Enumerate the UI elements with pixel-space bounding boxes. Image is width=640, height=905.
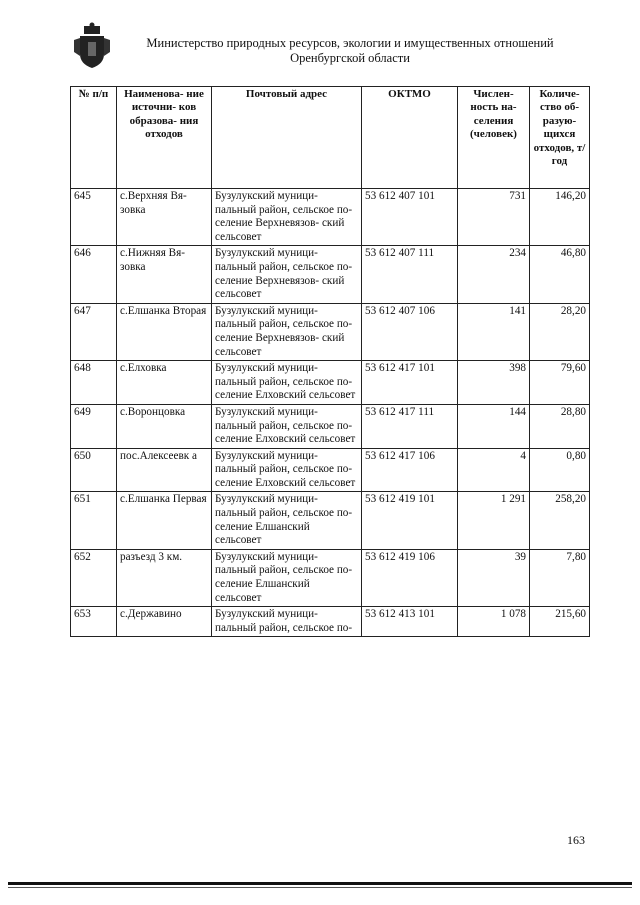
source-name: разъезд 3 км. — [117, 549, 212, 606]
oktmo-code: 53 612 417 106 — [362, 448, 458, 492]
postal-address: Бузулукский муници- пальный район, сельское по- селение Елховский сельсовет — [212, 404, 362, 448]
population-value: 141 — [458, 303, 530, 360]
population-value: 4 — [458, 448, 530, 492]
row-number: 653 — [71, 607, 117, 637]
source-name: с.Верхняя Вя- зовка — [117, 189, 212, 246]
row-number: 651 — [71, 492, 117, 549]
col-header-population: Числен- ность на- селения (человек) — [458, 87, 530, 189]
oktmo-code: 53 612 413 101 — [362, 607, 458, 637]
postal-address: Бузулукский муници- пальный район, сельское по- селение Елшанский сельсовет — [212, 492, 362, 549]
oktmo-code: 53 612 407 101 — [362, 189, 458, 246]
table-row — [71, 448, 590, 492]
population-value: 234 — [458, 246, 530, 303]
page-number: 163 — [567, 833, 585, 847]
row-number: 650 — [71, 448, 117, 492]
population-value: 1 291 — [458, 492, 530, 549]
region-name: Оренбургской области — [290, 51, 410, 65]
waste-value: 258,20 — [530, 492, 590, 549]
postal-address: Бузулукский муници- пальный район, сельское по- селение Елховский сельсовет — [212, 448, 362, 492]
postal-address: Бузулукский муници- пальный район, сельское по- селение Верхневязов- ский сельсовет — [212, 189, 362, 246]
postal-address: Бузулукский муници- пальный район, сельское по- селение Верхневязов- ский сельсовет — [212, 246, 362, 303]
postal-address: Бузулукский муници- пальный район, сельское по- селение Елховский сельсовет — [212, 361, 362, 405]
postal-address: Бузулукский муници- пальный район, сельское по- селение Елшанский сельсовет — [212, 549, 362, 606]
row-number: 645 — [71, 189, 117, 246]
table-row — [71, 404, 590, 448]
source-name: с.Воронцовка — [117, 404, 212, 448]
table-row — [71, 189, 590, 246]
oktmo-code: 53 612 417 101 — [362, 361, 458, 405]
postal-address: Бузулукский муници- пальный район, сельское по- — [212, 607, 362, 637]
waste-value: 0,80 — [530, 448, 590, 492]
table-row — [71, 303, 590, 360]
col-header-num: № п/п — [71, 87, 117, 189]
waste-value: 46,80 — [530, 246, 590, 303]
population-value: 144 — [458, 404, 530, 448]
col-header-name: Наименова- ние источни- ков образова- ния отходов — [117, 87, 212, 189]
source-name: с.Елшанка Первая — [117, 492, 212, 549]
source-name: с.Нижняя Вя- зовка — [117, 246, 212, 303]
waste-value: 7,80 — [530, 549, 590, 606]
document-header — [120, 36, 580, 66]
population-value: 731 — [458, 189, 530, 246]
row-number: 646 — [71, 246, 117, 303]
col-header-waste: Количе- ство об- разую- щихся отходов, т/год — [530, 87, 590, 189]
population-value: 398 — [458, 361, 530, 405]
row-number: 647 — [71, 303, 117, 360]
oktmo-code: 53 612 419 106 — [362, 549, 458, 606]
row-number: 648 — [71, 361, 117, 405]
table-row — [71, 492, 590, 549]
waste-value: 79,60 — [530, 361, 590, 405]
source-name: с.Елшанка Вторая — [117, 303, 212, 360]
table-row — [71, 361, 590, 405]
postal-address: Бузулукский муници- пальный район, сельское по- селение Верхневязов- ский сельсовет — [212, 303, 362, 360]
ministry-name: Министерство природных ресурсов, экологии и имущественных отношений — [146, 36, 554, 50]
population-value: 39 — [458, 549, 530, 606]
bottom-rule-thin — [8, 887, 632, 888]
table-row — [71, 607, 590, 637]
coat-of-arms-icon — [72, 22, 112, 70]
oktmo-code: 53 612 407 111 — [362, 246, 458, 303]
table-row — [71, 246, 590, 303]
source-name: пос.Алексеевк а — [117, 448, 212, 492]
waste-value: 215,60 — [530, 607, 590, 637]
col-header-oktmo: ОКТМО — [362, 87, 458, 189]
source-name: с.Державино — [117, 607, 212, 637]
waste-value: 28,20 — [530, 303, 590, 360]
table-header-row — [71, 87, 590, 189]
source-name: с.Елховка — [117, 361, 212, 405]
row-number: 652 — [71, 549, 117, 606]
table-row — [71, 549, 590, 606]
population-value: 1 078 — [458, 607, 530, 637]
waste-sources-table — [70, 86, 590, 637]
waste-value: 146,20 — [530, 189, 590, 246]
oktmo-code: 53 612 407 106 — [362, 303, 458, 360]
oktmo-code: 53 612 417 111 — [362, 404, 458, 448]
col-header-address: Почтовый адрес — [212, 87, 362, 189]
bottom-rule — [8, 882, 632, 885]
waste-value: 28,80 — [530, 404, 590, 448]
row-number: 649 — [71, 404, 117, 448]
oktmo-code: 53 612 419 101 — [362, 492, 458, 549]
